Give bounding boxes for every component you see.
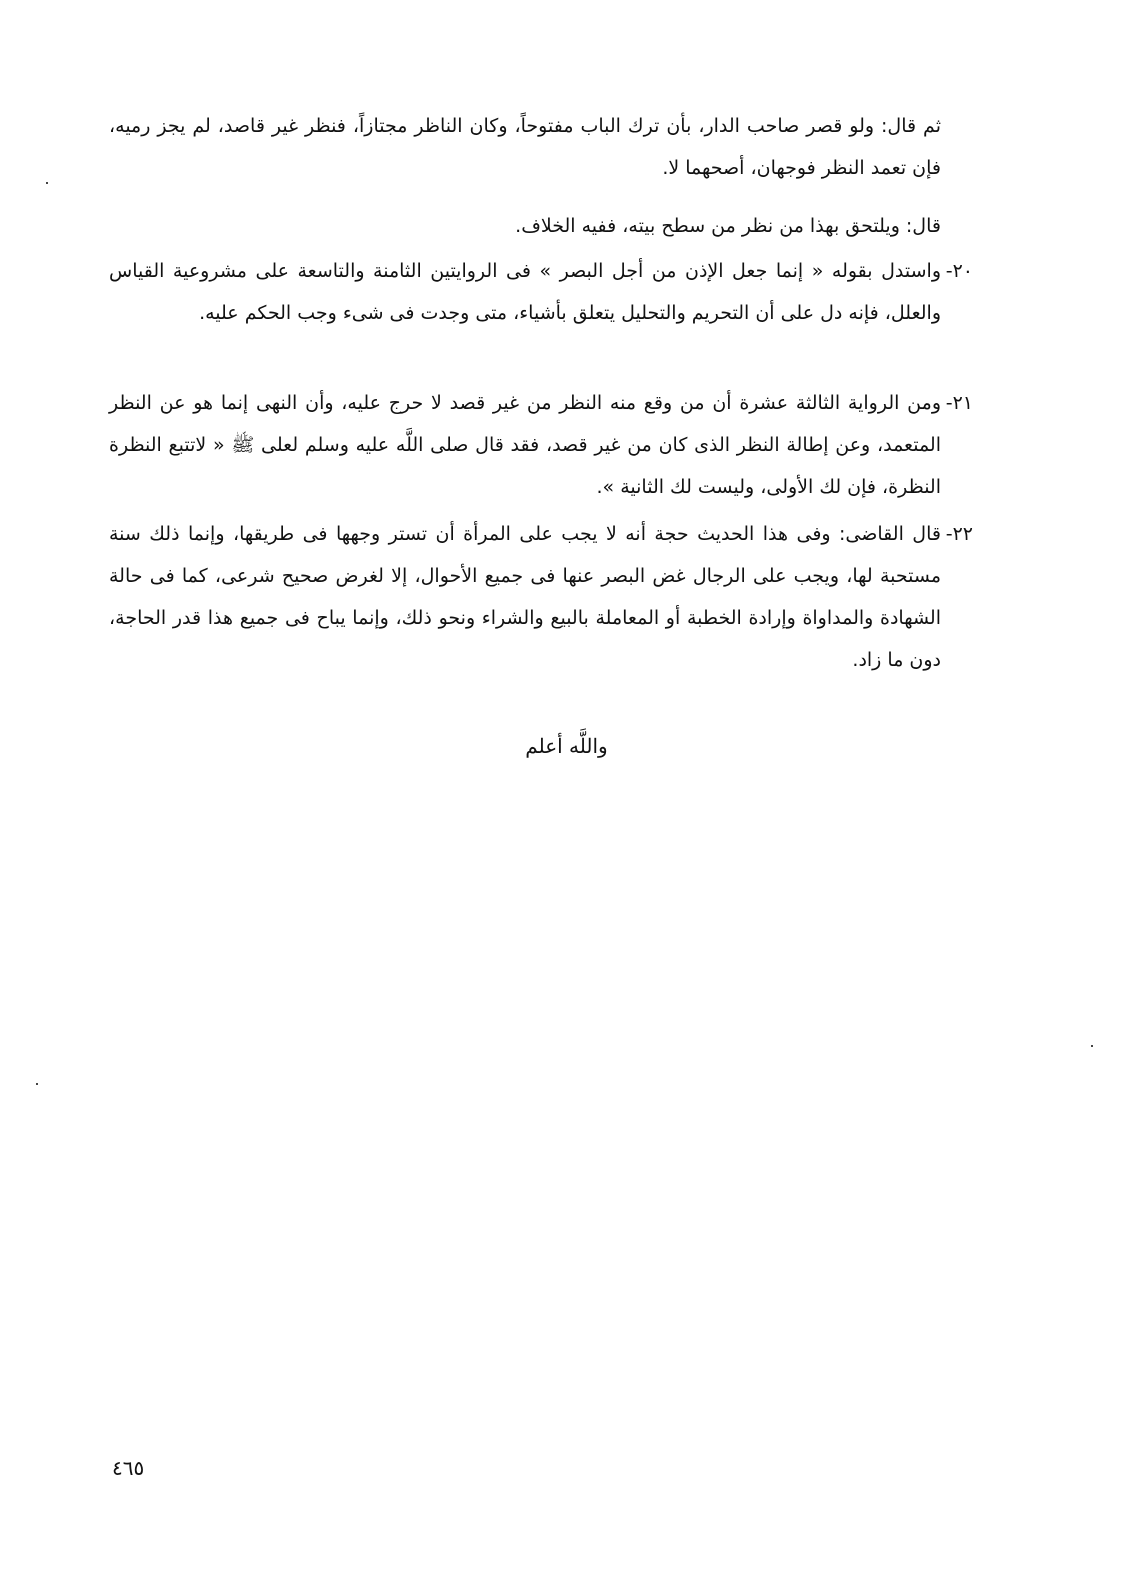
- scan-speck: [46, 182, 48, 184]
- page-number: ٤٦٥: [112, 1456, 145, 1480]
- numbered-item-20: [109, 250, 973, 334]
- scan-speck: [1091, 1045, 1093, 1047]
- item-number: ٢٠-: [945, 260, 973, 282]
- item-text: قال القاضى: وفى هذا الحديث حجة أنه لا يجب على المرأة أن تستر وجهها فى طريقها، وإنما ذلك سنة مستحبة لها، ويجب على الرجال غض البصر عنها فى جميع الأحوال، إلا لغرض صحيح شرعى، كما فى حالة الشهادة والمداواة وإرادة الخطبة أو المعاملة بالبيع والشراء ونحو ذلك، وإنما يباح فى جميع هذا قدر الحاجة، دون ما زاد.: [109, 523, 941, 671]
- closing-phrase: واللَّه أعلم: [525, 734, 608, 758]
- item-text: ومن الرواية الثالثة عشرة أن من وقع منه النظر من غير قصد لا حرج عليه، وأن النهى إنما هو عن النظر المتعمد، وعن إطالة النظر الذى كان من غير قصد، فقد قال صلى اللَّه عليه وسلم لعلى ﷺ « لاتتبع النظرة النظرة، فإن لك الأولى، وليست لك الثانية ».: [109, 392, 941, 498]
- item-text: واستدل بقوله « إنما جعل الإذن من أجل البصر » فى الروايتين الثامنة والتاسعة على مشروعية القياس والعلل، فإنه دل على أن التحريم والتحليل يتعلق بأشياء، متى وجدت فى شىء وجب الحكم عليه.: [109, 260, 941, 324]
- numbered-item-21: [109, 382, 973, 508]
- paragraph-intro: ثم قال: ولو قصر صاحب الدار، بأن ترك الباب مفتوحاً، وكان الناظر مجتازاً، فنظر غير قاصد، لم يجز رميه، فإن تعمد النظر فوجهان، أصحهما لا.: [109, 115, 941, 179]
- scan-speck: [36, 1083, 38, 1085]
- item-number: ٢١-: [945, 392, 973, 414]
- numbered-item-22: [109, 513, 973, 681]
- item-number: ٢٢-: [945, 523, 973, 545]
- paragraph-roof: قال: ويلتحق بهذا من نظر من سطح بيته، ففيه الخلاف.: [515, 215, 941, 237]
